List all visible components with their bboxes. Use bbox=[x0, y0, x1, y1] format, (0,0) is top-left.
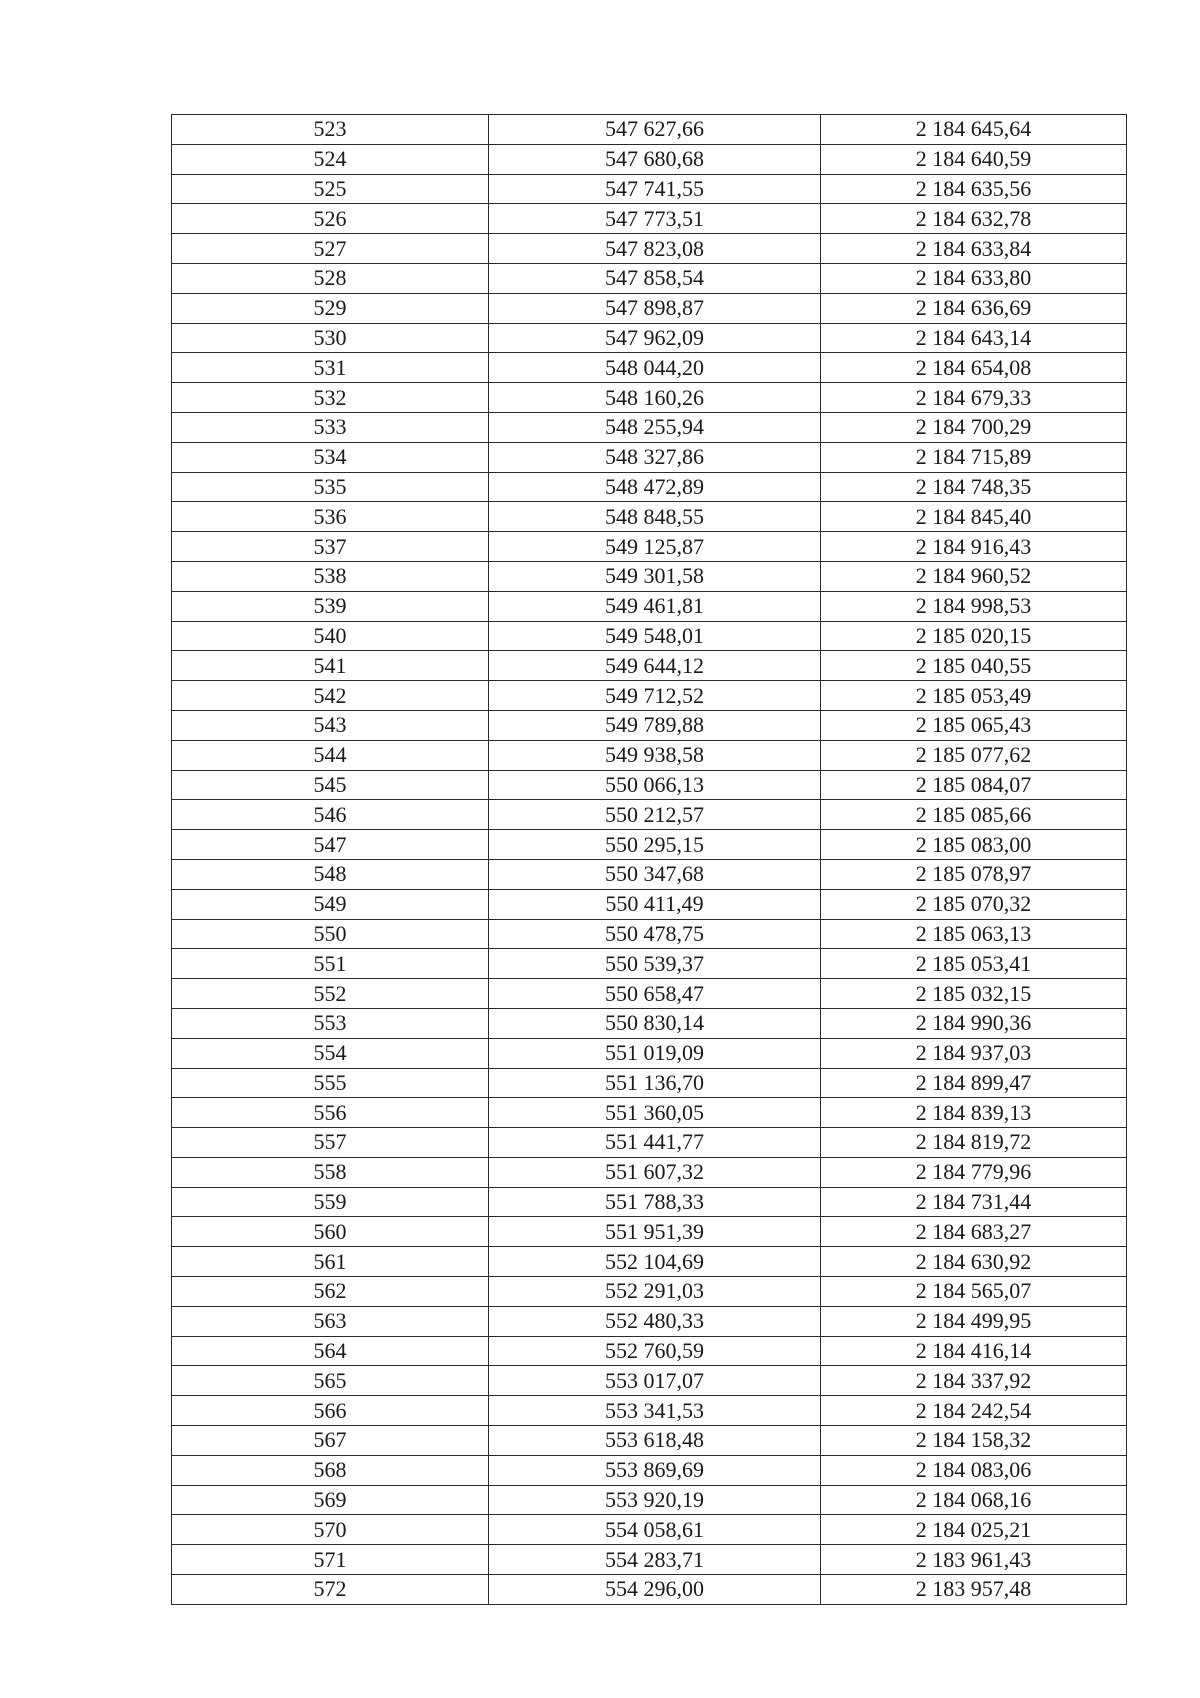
x-coordinate-cell: 552 760,59 bbox=[489, 1336, 821, 1366]
point-number-cell: 564 bbox=[172, 1336, 489, 1366]
y-coordinate-cell: 2 184 960,52 bbox=[821, 561, 1127, 591]
table-row bbox=[172, 830, 1127, 860]
x-coordinate-cell: 547 823,08 bbox=[489, 234, 821, 264]
x-coordinate-cell: 548 848,55 bbox=[489, 502, 821, 532]
x-coordinate-cell: 547 898,87 bbox=[489, 293, 821, 323]
table-row bbox=[172, 1068, 1127, 1098]
y-coordinate-cell: 2 184 565,07 bbox=[821, 1277, 1127, 1307]
y-coordinate-cell: 2 184 635,56 bbox=[821, 174, 1127, 204]
x-coordinate-cell: 550 539,37 bbox=[489, 949, 821, 979]
x-coordinate-cell: 549 461,81 bbox=[489, 591, 821, 621]
x-coordinate-cell: 548 327,86 bbox=[489, 442, 821, 472]
y-coordinate-cell: 2 184 633,80 bbox=[821, 263, 1127, 293]
x-coordinate-cell: 553 341,53 bbox=[489, 1396, 821, 1426]
y-coordinate-cell: 2 184 937,03 bbox=[821, 1038, 1127, 1068]
x-coordinate-cell: 552 480,33 bbox=[489, 1306, 821, 1336]
y-coordinate-cell: 2 184 819,72 bbox=[821, 1128, 1127, 1158]
table-row bbox=[172, 1187, 1127, 1217]
coordinates-table bbox=[171, 114, 1127, 1605]
x-coordinate-cell: 550 830,14 bbox=[489, 1008, 821, 1038]
point-number-cell: 540 bbox=[172, 621, 489, 651]
y-coordinate-cell: 2 185 077,62 bbox=[821, 740, 1127, 770]
table-row bbox=[172, 651, 1127, 681]
table-row bbox=[172, 1426, 1127, 1456]
y-coordinate-cell: 2 184 845,40 bbox=[821, 502, 1127, 532]
table-row bbox=[172, 1366, 1127, 1396]
table-row bbox=[172, 263, 1127, 293]
y-coordinate-cell: 2 184 916,43 bbox=[821, 532, 1127, 562]
point-number-cell: 548 bbox=[172, 859, 489, 889]
y-coordinate-cell: 2 184 715,89 bbox=[821, 442, 1127, 472]
y-coordinate-cell: 2 184 025,21 bbox=[821, 1515, 1127, 1545]
point-number-cell: 571 bbox=[172, 1545, 489, 1575]
x-coordinate-cell: 547 680,68 bbox=[489, 144, 821, 174]
point-number-cell: 569 bbox=[172, 1485, 489, 1515]
x-coordinate-cell: 550 658,47 bbox=[489, 979, 821, 1009]
point-number-cell: 538 bbox=[172, 561, 489, 591]
point-number-cell: 536 bbox=[172, 502, 489, 532]
x-coordinate-cell: 551 360,05 bbox=[489, 1098, 821, 1128]
y-coordinate-cell: 2 185 070,32 bbox=[821, 889, 1127, 919]
y-coordinate-cell: 2 184 633,84 bbox=[821, 234, 1127, 264]
x-coordinate-cell: 548 160,26 bbox=[489, 383, 821, 413]
x-coordinate-cell: 548 044,20 bbox=[489, 353, 821, 383]
table-row bbox=[172, 204, 1127, 234]
point-number-cell: 568 bbox=[172, 1455, 489, 1485]
y-coordinate-cell: 2 184 632,78 bbox=[821, 204, 1127, 234]
point-number-cell: 565 bbox=[172, 1366, 489, 1396]
x-coordinate-cell: 548 255,94 bbox=[489, 412, 821, 442]
y-coordinate-cell: 2 185 085,66 bbox=[821, 800, 1127, 830]
y-coordinate-cell: 2 185 078,97 bbox=[821, 859, 1127, 889]
y-coordinate-cell: 2 184 998,53 bbox=[821, 591, 1127, 621]
y-coordinate-cell: 2 184 158,32 bbox=[821, 1426, 1127, 1456]
table-row bbox=[172, 1157, 1127, 1187]
x-coordinate-cell: 550 478,75 bbox=[489, 919, 821, 949]
table-row bbox=[172, 442, 1127, 472]
y-coordinate-cell: 2 184 700,29 bbox=[821, 412, 1127, 442]
y-coordinate-cell: 2 185 053,41 bbox=[821, 949, 1127, 979]
y-coordinate-cell: 2 185 020,15 bbox=[821, 621, 1127, 651]
table-row bbox=[172, 561, 1127, 591]
table-row bbox=[172, 681, 1127, 711]
table-row bbox=[172, 1575, 1127, 1605]
x-coordinate-cell: 551 951,39 bbox=[489, 1217, 821, 1247]
x-coordinate-cell: 550 295,15 bbox=[489, 830, 821, 860]
table-row bbox=[172, 591, 1127, 621]
y-coordinate-cell: 2 185 040,55 bbox=[821, 651, 1127, 681]
point-number-cell: 560 bbox=[172, 1217, 489, 1247]
table-row bbox=[172, 1485, 1127, 1515]
point-number-cell: 527 bbox=[172, 234, 489, 264]
table-row bbox=[172, 1038, 1127, 1068]
point-number-cell: 561 bbox=[172, 1247, 489, 1277]
y-coordinate-cell: 2 184 899,47 bbox=[821, 1068, 1127, 1098]
x-coordinate-cell: 552 104,69 bbox=[489, 1247, 821, 1277]
x-coordinate-cell: 549 125,87 bbox=[489, 532, 821, 562]
point-number-cell: 556 bbox=[172, 1098, 489, 1128]
table-row bbox=[172, 800, 1127, 830]
table-row bbox=[172, 412, 1127, 442]
point-number-cell: 550 bbox=[172, 919, 489, 949]
x-coordinate-cell: 553 920,19 bbox=[489, 1485, 821, 1515]
x-coordinate-cell: 552 291,03 bbox=[489, 1277, 821, 1307]
point-number-cell: 549 bbox=[172, 889, 489, 919]
point-number-cell: 526 bbox=[172, 204, 489, 234]
x-coordinate-cell: 547 773,51 bbox=[489, 204, 821, 234]
y-coordinate-cell: 2 184 731,44 bbox=[821, 1187, 1127, 1217]
point-number-cell: 559 bbox=[172, 1187, 489, 1217]
y-coordinate-cell: 2 185 065,43 bbox=[821, 710, 1127, 740]
point-number-cell: 566 bbox=[172, 1396, 489, 1426]
point-number-cell: 553 bbox=[172, 1008, 489, 1038]
table-row bbox=[172, 532, 1127, 562]
y-coordinate-cell: 2 183 961,43 bbox=[821, 1545, 1127, 1575]
table-row bbox=[172, 144, 1127, 174]
point-number-cell: 539 bbox=[172, 591, 489, 621]
table-row bbox=[172, 1008, 1127, 1038]
point-number-cell: 532 bbox=[172, 383, 489, 413]
coordinates-table-body bbox=[172, 115, 1127, 1605]
x-coordinate-cell: 553 869,69 bbox=[489, 1455, 821, 1485]
y-coordinate-cell: 2 185 053,49 bbox=[821, 681, 1127, 711]
y-coordinate-cell: 2 184 630,92 bbox=[821, 1247, 1127, 1277]
table-row bbox=[172, 502, 1127, 532]
point-number-cell: 570 bbox=[172, 1515, 489, 1545]
x-coordinate-cell: 549 301,58 bbox=[489, 561, 821, 591]
x-coordinate-cell: 550 347,68 bbox=[489, 859, 821, 889]
x-coordinate-cell: 549 644,12 bbox=[489, 651, 821, 681]
point-number-cell: 563 bbox=[172, 1306, 489, 1336]
x-coordinate-cell: 547 627,66 bbox=[489, 115, 821, 145]
table-row bbox=[172, 740, 1127, 770]
y-coordinate-cell: 2 185 063,13 bbox=[821, 919, 1127, 949]
table-row bbox=[172, 979, 1127, 1009]
table-row bbox=[172, 1217, 1127, 1247]
point-number-cell: 543 bbox=[172, 710, 489, 740]
x-coordinate-cell: 551 136,70 bbox=[489, 1068, 821, 1098]
y-coordinate-cell: 2 185 084,07 bbox=[821, 770, 1127, 800]
x-coordinate-cell: 550 411,49 bbox=[489, 889, 821, 919]
table-row bbox=[172, 889, 1127, 919]
point-number-cell: 551 bbox=[172, 949, 489, 979]
table-row bbox=[172, 353, 1127, 383]
point-number-cell: 567 bbox=[172, 1426, 489, 1456]
table-row bbox=[172, 1515, 1127, 1545]
x-coordinate-cell: 553 618,48 bbox=[489, 1426, 821, 1456]
y-coordinate-cell: 2 184 683,27 bbox=[821, 1217, 1127, 1247]
x-coordinate-cell: 547 741,55 bbox=[489, 174, 821, 204]
point-number-cell: 533 bbox=[172, 412, 489, 442]
point-number-cell: 547 bbox=[172, 830, 489, 860]
y-coordinate-cell: 2 184 636,69 bbox=[821, 293, 1127, 323]
x-coordinate-cell: 551 788,33 bbox=[489, 1187, 821, 1217]
table-row bbox=[172, 1098, 1127, 1128]
table-row bbox=[172, 323, 1127, 353]
y-coordinate-cell: 2 184 748,35 bbox=[821, 472, 1127, 502]
y-coordinate-cell: 2 184 679,33 bbox=[821, 383, 1127, 413]
point-number-cell: 531 bbox=[172, 353, 489, 383]
y-coordinate-cell: 2 184 654,08 bbox=[821, 353, 1127, 383]
x-coordinate-cell: 548 472,89 bbox=[489, 472, 821, 502]
table-row bbox=[172, 1128, 1127, 1158]
x-coordinate-cell: 553 017,07 bbox=[489, 1366, 821, 1396]
table-row bbox=[172, 115, 1127, 145]
x-coordinate-cell: 549 712,52 bbox=[489, 681, 821, 711]
table-row bbox=[172, 472, 1127, 502]
point-number-cell: 546 bbox=[172, 800, 489, 830]
table-row bbox=[172, 919, 1127, 949]
table-row bbox=[172, 859, 1127, 889]
point-number-cell: 535 bbox=[172, 472, 489, 502]
point-number-cell: 545 bbox=[172, 770, 489, 800]
x-coordinate-cell: 554 058,61 bbox=[489, 1515, 821, 1545]
table-row bbox=[172, 234, 1127, 264]
point-number-cell: 542 bbox=[172, 681, 489, 711]
table-row bbox=[172, 1277, 1127, 1307]
x-coordinate-cell: 551 019,09 bbox=[489, 1038, 821, 1068]
table-row bbox=[172, 1545, 1127, 1575]
y-coordinate-cell: 2 185 032,15 bbox=[821, 979, 1127, 1009]
point-number-cell: 552 bbox=[172, 979, 489, 1009]
point-number-cell: 558 bbox=[172, 1157, 489, 1187]
x-coordinate-cell: 550 066,13 bbox=[489, 770, 821, 800]
point-number-cell: 541 bbox=[172, 651, 489, 681]
point-number-cell: 534 bbox=[172, 442, 489, 472]
y-coordinate-cell: 2 184 499,95 bbox=[821, 1306, 1127, 1336]
point-number-cell: 544 bbox=[172, 740, 489, 770]
y-coordinate-cell: 2 184 643,14 bbox=[821, 323, 1127, 353]
point-number-cell: 529 bbox=[172, 293, 489, 323]
point-number-cell: 554 bbox=[172, 1038, 489, 1068]
y-coordinate-cell: 2 184 083,06 bbox=[821, 1455, 1127, 1485]
table-row bbox=[172, 949, 1127, 979]
y-coordinate-cell: 2 184 779,96 bbox=[821, 1157, 1127, 1187]
x-coordinate-cell: 554 283,71 bbox=[489, 1545, 821, 1575]
point-number-cell: 562 bbox=[172, 1277, 489, 1307]
x-coordinate-cell: 551 607,32 bbox=[489, 1157, 821, 1187]
y-coordinate-cell: 2 184 640,59 bbox=[821, 144, 1127, 174]
point-number-cell: 525 bbox=[172, 174, 489, 204]
table-row bbox=[172, 174, 1127, 204]
table-row bbox=[172, 1306, 1127, 1336]
point-number-cell: 555 bbox=[172, 1068, 489, 1098]
point-number-cell: 523 bbox=[172, 115, 489, 145]
y-coordinate-cell: 2 184 990,36 bbox=[821, 1008, 1127, 1038]
y-coordinate-cell: 2 184 242,54 bbox=[821, 1396, 1127, 1426]
x-coordinate-cell: 554 296,00 bbox=[489, 1575, 821, 1605]
table-row bbox=[172, 383, 1127, 413]
x-coordinate-cell: 549 548,01 bbox=[489, 621, 821, 651]
x-coordinate-cell: 551 441,77 bbox=[489, 1128, 821, 1158]
y-coordinate-cell: 2 184 068,16 bbox=[821, 1485, 1127, 1515]
y-coordinate-cell: 2 184 839,13 bbox=[821, 1098, 1127, 1128]
x-coordinate-cell: 549 789,88 bbox=[489, 710, 821, 740]
table-row bbox=[172, 293, 1127, 323]
table-row bbox=[172, 770, 1127, 800]
y-coordinate-cell: 2 184 337,92 bbox=[821, 1366, 1127, 1396]
point-number-cell: 524 bbox=[172, 144, 489, 174]
y-coordinate-cell: 2 185 083,00 bbox=[821, 830, 1127, 860]
table-row bbox=[172, 1396, 1127, 1426]
table-row bbox=[172, 710, 1127, 740]
x-coordinate-cell: 550 212,57 bbox=[489, 800, 821, 830]
y-coordinate-cell: 2 183 957,48 bbox=[821, 1575, 1127, 1605]
point-number-cell: 557 bbox=[172, 1128, 489, 1158]
x-coordinate-cell: 549 938,58 bbox=[489, 740, 821, 770]
x-coordinate-cell: 547 858,54 bbox=[489, 263, 821, 293]
point-number-cell: 572 bbox=[172, 1575, 489, 1605]
point-number-cell: 537 bbox=[172, 532, 489, 562]
x-coordinate-cell: 547 962,09 bbox=[489, 323, 821, 353]
table-row bbox=[172, 1336, 1127, 1366]
point-number-cell: 530 bbox=[172, 323, 489, 353]
y-coordinate-cell: 2 184 416,14 bbox=[821, 1336, 1127, 1366]
table-row bbox=[172, 1247, 1127, 1277]
point-number-cell: 528 bbox=[172, 263, 489, 293]
y-coordinate-cell: 2 184 645,64 bbox=[821, 115, 1127, 145]
table-row bbox=[172, 1455, 1127, 1485]
table-row bbox=[172, 621, 1127, 651]
